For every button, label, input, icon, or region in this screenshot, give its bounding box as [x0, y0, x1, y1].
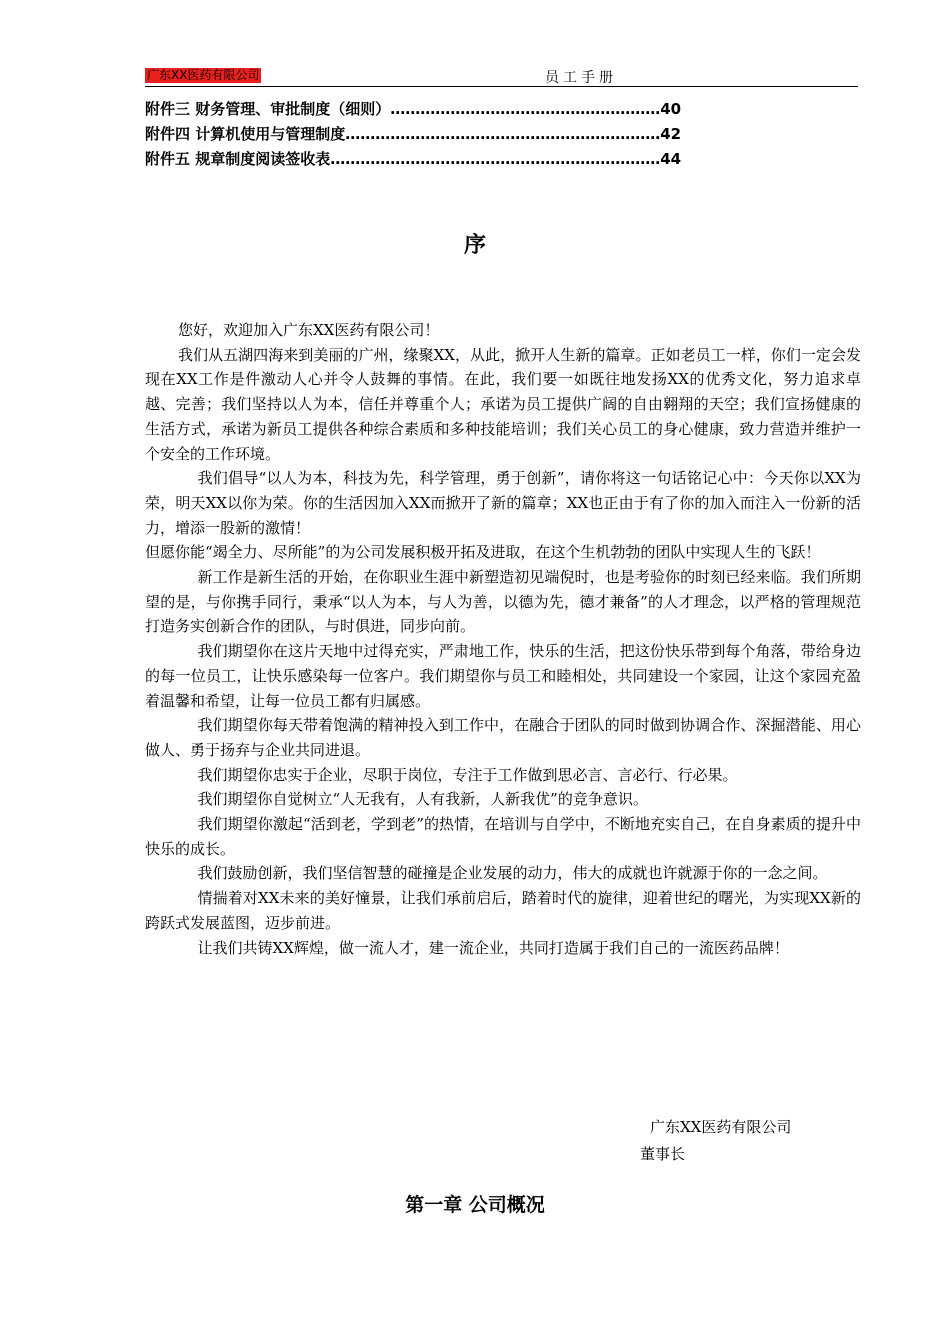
signature-role: 董事长	[640, 1145, 686, 1163]
preface-body	[145, 318, 861, 960]
preface-title: 序	[463, 233, 486, 258]
preface-paragraph: 我们期望你激起“活到老，学到老”的热情，在培训与自学中，不断地充实自己，在自身素质的提升中快乐的成长。	[145, 815, 861, 858]
preface-paragraph: 但愿你能“竭全力、尽所能”的为公司发展积极开拓及进取，在这个生机勃勃的团队中实现人生的飞跃！	[145, 543, 821, 562]
toc-entry: 附件三 财务管理、审批制度（细则）………………………………………………40	[145, 100, 682, 118]
preface-paragraph: 我们期望你每天带着饱满的精神投入到工作中，在融合于团队的同时做到协调合作、深掘潜能、用心做人、勇于扬弃与企业共同进退。	[145, 716, 861, 759]
table-of-contents	[145, 97, 765, 172]
preface-paragraph: 我们从五湖四海来到美丽的广州，缘聚XX，从此，掀开人生新的篇章。正如老员工一样，你们一定会发现在XX工作是件激动人心并令人鼓舞的事情。在此，我们要一如既往地发扬XX的优秀文化，努力追求卓越、完善；我们坚持以人为本，信任并尊重个人；承诺为员工提供广阔的自由翱翔的天空；我们宣扬健康的生活方式，承诺为新员工提供各种综合素质和多种技能培训；我们关心员工的身心健康，致力营造并维护一个安全的工作环境。	[145, 345, 861, 463]
header-company-name: 广东XX医药有限公司	[147, 68, 260, 82]
toc-entry: 附件四 计算机使用与管理制度………………………………………………………42	[145, 125, 682, 143]
chapter-title: 第一章 公司概况	[405, 1194, 545, 1216]
preface-paragraph: 我们鼓励创新，我们坚信智慧的碰撞是企业发展的动力，伟大的成就也许就源于你的一念之间。	[197, 864, 828, 883]
header-divider	[145, 86, 858, 87]
preface-paragraph: 我们倡导“以人为本，科技为先，科学管理，勇于创新”，请你将这一句话铭记心中：今天你以XX为荣，明天XX以你为荣。你的生活因加入XX而掀开了新的篇章；XX也正由于有了你的加入而注入一份新的活力，增添一股新的激情！	[145, 469, 861, 537]
preface-paragraph: 您好，欢迎加入广东XX医药有限公司！	[178, 321, 440, 339]
preface-paragraph: 我们期望你自觉树立“人无我有，人有我新，人新我优”的竞争意识。	[197, 790, 648, 809]
page-header	[145, 66, 858, 88]
preface-paragraph: 让我们共铸XX辉煌，做一流人才，建一流企业，共同打造属于我们自己的一流医药品牌！	[197, 938, 789, 957]
toc-entry: 附件五 规章制度阅读签收表…………………………………………………………44	[145, 150, 682, 168]
signature-block	[640, 1114, 791, 1168]
preface-paragraph: 新工作是新生活的开始，在你职业生涯中新塑造初见端倪时，也是考验你的时刻已经来临。我们所期望的是，与你携手同行，秉承“以人为本，与人为善，以德为先，德才兼备”的人才理念，以严格的管理规范打造务实创新合作的团队，与时俱进，同步向前。	[145, 568, 861, 636]
signature-company: 广东XX医药有限公司	[650, 1118, 792, 1136]
preface-paragraph: 情揣着对XX未来的美好憧景，让我们承前启后，踏着时代的旋律，迎着世纪的曙光，为实现XX新的跨跃式发展蓝图，迈步前进。	[145, 889, 861, 932]
header-document-title: 员工手册	[545, 70, 617, 86]
preface-paragraph: 我们期望你忠实于企业，尽职于岗位，专注于工作做到思必言、言必行、行必果。	[197, 765, 738, 784]
preface-paragraph: 我们期望你在这片天地中过得充实，严肃地工作，快乐的生活，把这份快乐带到每个角落，带给身边的每一位员工，让快乐感染每一位客户。我们期望你与员工和睦相处，共同建设一个家园，让这个家园充盈着温馨和希望，让每一位员工都有归属感。	[145, 642, 861, 710]
